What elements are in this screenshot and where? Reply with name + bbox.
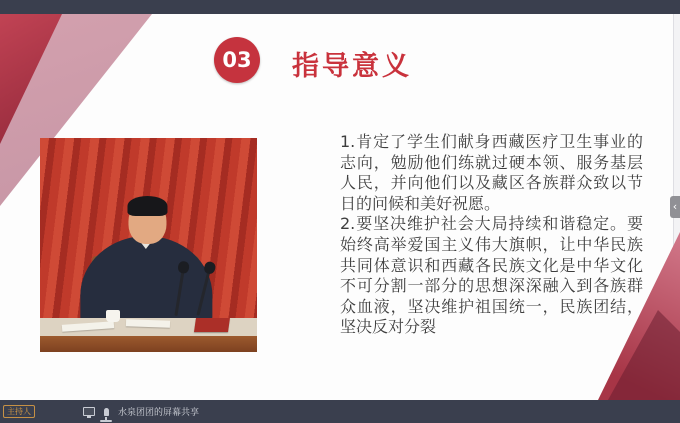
photo-desk-front — [40, 336, 257, 352]
section-number: 03 — [222, 48, 252, 72]
section-number-badge — [214, 37, 260, 83]
collapse-glyph: ‹ — [672, 200, 678, 213]
photo-speaker-head — [128, 200, 166, 244]
photo-teacup — [106, 310, 120, 322]
photo-speaker-hair — [127, 196, 167, 216]
speaker-photo — [40, 138, 257, 352]
photo-nameplate — [194, 318, 230, 332]
screen-share-status-bar — [0, 400, 680, 423]
microphone-icon — [104, 408, 109, 416]
share-source-label: 水泉团团的屏幕共享 — [118, 408, 200, 418]
slide-canvas — [0, 14, 680, 400]
body-paragraph-1: 1.肯定了学生们献身西藏医疗卫生事业的志向，勉励他们练就过硬本领、服务基层人民，并向他们以及藏区各族群众致以节日的问候和美好祝愿。 — [340, 132, 643, 213]
photo-papers — [126, 319, 170, 328]
monitor-icon — [83, 407, 95, 416]
window-top-bar — [0, 0, 680, 14]
body-paragraph-2: 2.要坚决维护社会大局持续和谐稳定。要始终高举爱国主义伟大旗帜，让中华民族共同体意识和西藏各民族文化是中华文化不可分割一部分的思想深深融入到各族群众血液，坚决维护祖国统一，民族团结，坚决反对分裂 — [340, 214, 643, 337]
slide-title: 指导意义 — [292, 51, 412, 82]
chevron-left-icon[interactable] — [670, 196, 680, 218]
slide-body-text — [340, 132, 643, 338]
host-role-badge: 主持人 — [3, 405, 35, 418]
